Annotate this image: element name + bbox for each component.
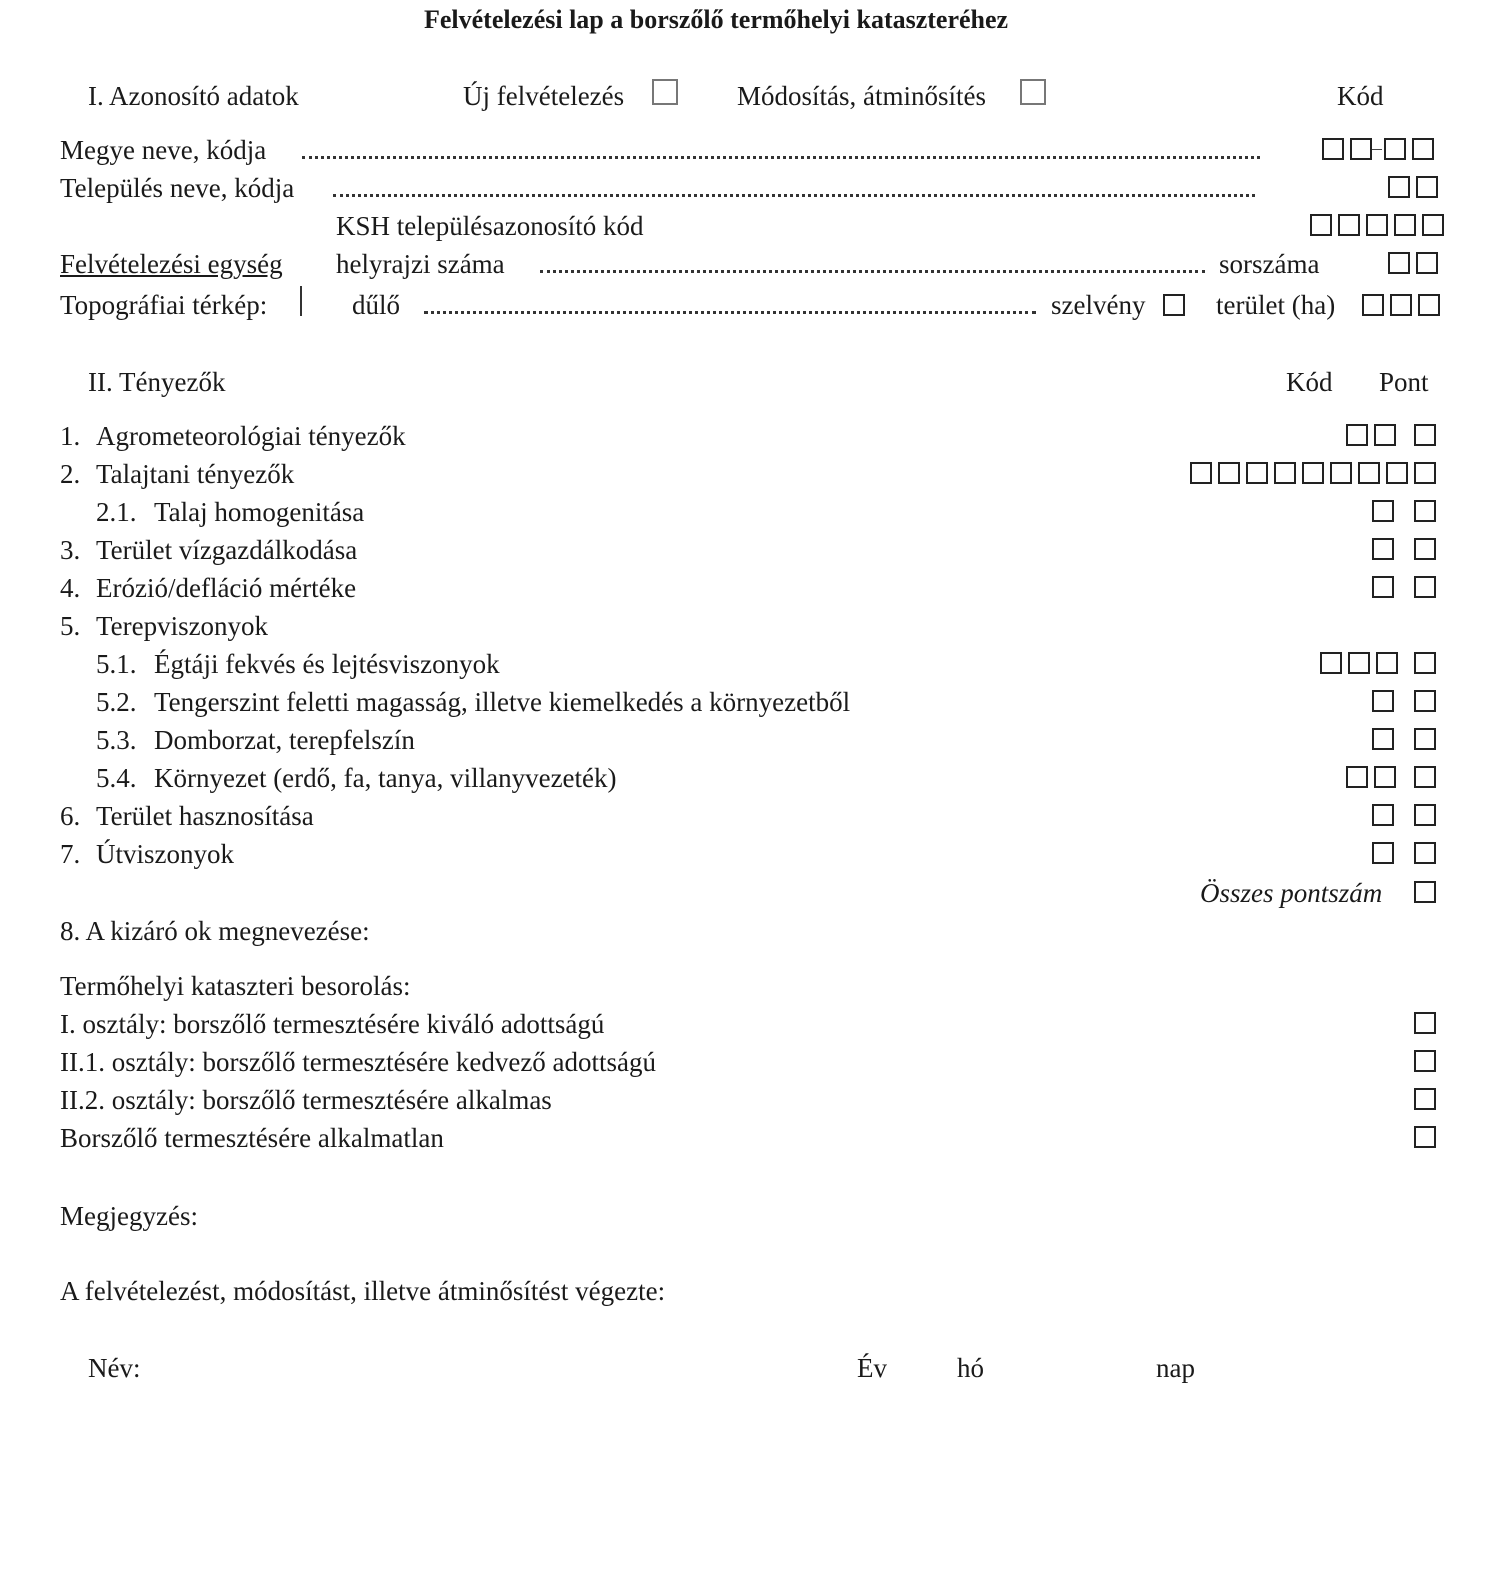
section-1-heading: I. Azonosító adatok bbox=[88, 81, 299, 111]
area-boxes[interactable] bbox=[1362, 294, 1440, 316]
factor-point-box[interactable] bbox=[1414, 766, 1436, 788]
factor-num: 2.1. bbox=[96, 497, 137, 527]
sheet-box[interactable] bbox=[1163, 294, 1185, 316]
note-label: Megjegyzés: bbox=[60, 1201, 198, 1231]
classification-heading: Termőhelyi kataszteri besorolás: bbox=[60, 971, 411, 1001]
modify-checkbox[interactable] bbox=[1020, 79, 1046, 105]
serial-boxes[interactable] bbox=[1388, 252, 1438, 274]
unit-label: Felvételezési egység bbox=[60, 249, 283, 279]
county-code-boxes[interactable] bbox=[1322, 138, 1434, 160]
code-header: Kód bbox=[1337, 81, 1384, 111]
factor-code-boxes[interactable] bbox=[1372, 728, 1394, 750]
factor-label: Terület hasznosítása bbox=[96, 801, 314, 831]
factor-code-boxes[interactable] bbox=[1372, 576, 1394, 598]
factor-num: 6. bbox=[60, 801, 81, 831]
factor-num: 5.4. bbox=[96, 763, 137, 793]
factor-num: 5. bbox=[60, 611, 81, 641]
factor-point-box[interactable] bbox=[1414, 462, 1436, 484]
ksh-code-boxes[interactable] bbox=[1310, 214, 1444, 236]
factor-num: 1. bbox=[60, 421, 81, 451]
factor-num: 4. bbox=[60, 573, 81, 603]
parcel-line[interactable] bbox=[540, 270, 1205, 273]
factor-label: Talaj homogenitása bbox=[154, 497, 365, 527]
factor-label: Terület vízgazdálkodása bbox=[96, 535, 358, 565]
factor-num: 7. bbox=[60, 839, 81, 869]
class-option-label: Borszőlő termesztésére alkalmatlan bbox=[60, 1123, 444, 1153]
class-option-label: II.1. osztály: borszőlő termesztésére kedvező adottságú bbox=[60, 1047, 657, 1077]
modify-label: Módosítás, átminősítés bbox=[737, 81, 986, 111]
month-label: hó bbox=[957, 1353, 984, 1383]
factor-point-box[interactable] bbox=[1414, 424, 1436, 446]
ksh-label: KSH településazonosító kód bbox=[336, 211, 644, 241]
dulo-line[interactable] bbox=[424, 311, 1036, 314]
factor-code-boxes[interactable] bbox=[1372, 538, 1394, 560]
topo-label: Topográfiai térkép: bbox=[60, 290, 268, 320]
factor-point-box[interactable] bbox=[1414, 500, 1436, 522]
factor-point-box[interactable] bbox=[1414, 690, 1436, 712]
factor-code-boxes[interactable] bbox=[1372, 804, 1394, 826]
factor-label: Talajtani tényezők bbox=[96, 459, 295, 489]
factor-point-box[interactable] bbox=[1414, 538, 1436, 560]
factor-point-box[interactable] bbox=[1414, 652, 1436, 674]
factor-code-boxes[interactable] bbox=[1372, 690, 1394, 712]
factor-label: Terepviszonyok bbox=[96, 611, 269, 641]
factor-code-boxes[interactable] bbox=[1190, 462, 1408, 484]
section-2-heading: II. Tényezők bbox=[88, 367, 226, 397]
class-option-checkbox[interactable] bbox=[1414, 1088, 1436, 1110]
class-option-label: II.2. osztály: borszőlő termesztésére alkalmas bbox=[60, 1085, 552, 1115]
factor-code-boxes[interactable] bbox=[1372, 842, 1394, 864]
class-option-checkbox[interactable] bbox=[1414, 1012, 1436, 1034]
parcel-label: helyrajzi száma bbox=[336, 249, 505, 279]
day-label: nap bbox=[1156, 1353, 1195, 1383]
factor-num: 5.2. bbox=[96, 687, 137, 717]
total-points-label: Összes pontszám bbox=[1200, 878, 1383, 908]
factor-code-boxes[interactable] bbox=[1320, 652, 1398, 674]
factor-label: Tengerszint feletti magasság, illetve kiemelkedés a környezetből bbox=[154, 687, 851, 717]
factor-num: 2. bbox=[60, 459, 81, 489]
topo-divider bbox=[300, 286, 302, 316]
exclusion-label: 8. A kizáró ok megnevezése: bbox=[60, 916, 370, 946]
factor-num: 3. bbox=[60, 535, 81, 565]
page-title: Felvételezési lap a borszőlő termőhelyi kataszteréhez bbox=[424, 5, 1009, 34]
performed-by-label: A felvételezést, módosítást, illetve átminősítést végezte: bbox=[60, 1276, 666, 1306]
factor-code-boxes[interactable] bbox=[1346, 424, 1396, 446]
sheet-label: szelvény bbox=[1051, 290, 1146, 320]
factor-label: Domborzat, terepfelszín bbox=[154, 725, 415, 755]
factor-point-box[interactable] bbox=[1414, 576, 1436, 598]
factor-label: Égtáji fekvés és lejtésviszonyok bbox=[154, 649, 500, 679]
class-option-checkbox[interactable] bbox=[1414, 1126, 1436, 1148]
area-label: terület (ha) bbox=[1216, 290, 1336, 320]
factor-point-box[interactable] bbox=[1414, 804, 1436, 826]
class-option-label: I. osztály: borszőlő termesztésére kiváló adottságú bbox=[60, 1009, 605, 1039]
class-option-checkbox[interactable] bbox=[1414, 1050, 1436, 1072]
factor-code-boxes[interactable] bbox=[1372, 500, 1394, 522]
factor-num: 5.3. bbox=[96, 725, 137, 755]
settlement-line[interactable] bbox=[333, 194, 1255, 197]
new-survey-label: Új felvételezés bbox=[463, 81, 625, 111]
settlement-label: Település neve, kódja bbox=[60, 173, 295, 203]
factor-label: Erózió/defláció mértéke bbox=[96, 573, 357, 603]
year-label: Év bbox=[857, 1353, 887, 1383]
dulo-label: dűlő bbox=[352, 290, 401, 320]
factor-label: Útviszonyok bbox=[96, 839, 234, 869]
serial-label: sorszáma bbox=[1219, 249, 1320, 279]
factor-point-box[interactable] bbox=[1414, 728, 1436, 750]
factor-label: Környezet (erdő, fa, tanya, villanyvezeték) bbox=[154, 763, 617, 793]
name-label: Név: bbox=[88, 1353, 141, 1383]
county-line[interactable] bbox=[302, 156, 1260, 159]
factor-num: 5.1. bbox=[96, 649, 137, 679]
total-points-box[interactable] bbox=[1414, 881, 1436, 903]
factor-code-header: Kód bbox=[1286, 367, 1333, 397]
factor-point-box[interactable] bbox=[1414, 842, 1436, 864]
county-label: Megye neve, kódja bbox=[60, 135, 267, 165]
factor-point-header: Pont bbox=[1379, 367, 1429, 397]
settlement-code-boxes[interactable] bbox=[1388, 176, 1438, 198]
factor-code-boxes[interactable] bbox=[1346, 766, 1396, 788]
new-survey-checkbox[interactable] bbox=[652, 79, 678, 105]
factor-label: Agrometeorológiai tényezők bbox=[96, 421, 406, 451]
